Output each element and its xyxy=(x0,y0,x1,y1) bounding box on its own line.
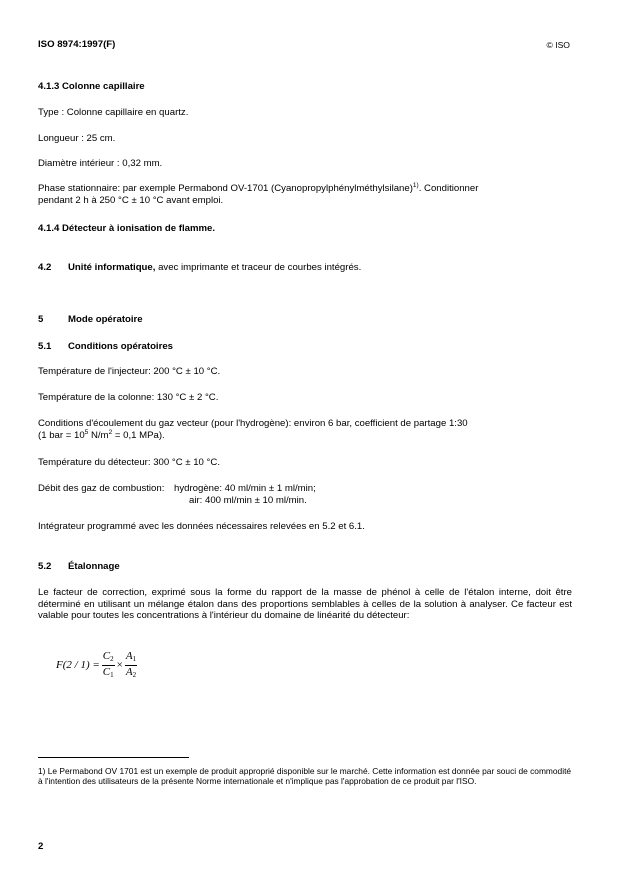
section-4-1-4-title: 4.1.4 Détecteur à ionisation de flamme. xyxy=(38,223,216,234)
footnote-1: 1) Le Permabond OV 1701 est un exemple de produit approprié disponible sur le marché. Cette information est donnée par souci de commodité à l'intention des utilisateurs de la présente Norme internationale et n'implique pas l'approbation de ce produit par l'ISO. xyxy=(38,766,572,786)
column-diameter: Diamètre intérieur : 0,32 mm. xyxy=(38,158,163,169)
air-flow: air: 400 ml/min ± 10 ml/min. xyxy=(189,494,307,506)
injector-temperature: Température de l'injecteur: 200 °C ± 10 °C. xyxy=(38,366,221,377)
page-number: 2 xyxy=(38,841,44,852)
copyright-notice: © ISO xyxy=(546,40,570,50)
fraction-a: $\frac{A_1}{A_2}$ xyxy=(125,650,137,679)
fraction-c: $\frac{C_2}{C_1}$ xyxy=(102,650,114,679)
combustion-gas-values xyxy=(174,483,316,506)
correction-factor-formula xyxy=(56,650,139,681)
section-5-1-title: 5.1 Conditions opératoires xyxy=(38,341,174,352)
hydrogen-flow: hydrogène: 40 ml/min ± 1 ml/min; xyxy=(174,483,316,494)
section-4-1-3-title: 4.1.3 Colonne capillaire xyxy=(38,81,145,92)
section-5-title: 5 Mode opératoire xyxy=(38,314,143,325)
footnote-ref: 1) xyxy=(412,182,419,189)
integrator-note: Intégrateur programmé avec les données nécessaires relevées en 5.2 et 6.1. xyxy=(38,521,365,532)
formula-lhs: F(2 / 1) = xyxy=(56,658,100,671)
times-sign: × xyxy=(116,658,123,671)
combustion-gas-label: Débit des gaz de combustion: xyxy=(38,483,165,494)
footnote-separator xyxy=(38,757,189,758)
column-length: Longueur : 25 cm. xyxy=(38,133,116,144)
column-temperature: Température de la colonne: 130 °C ± 2 °C. xyxy=(38,392,219,403)
document-id: ISO 8974:1997(F) xyxy=(38,39,116,50)
calibration-paragraph: Le facteur de correction, exprimé sous la forme du rapport de la masse de phénol à celle de l'étalon interne, doit être déterminé en utilisant un mélange étalon dans des proportions semblables à celles de la solution à analyser. Ce facteur est valable pour toutes les concentrations à l'intérieur du domaine de linéarité du détecteur: xyxy=(38,587,572,622)
section-5-2-title: 5.2 Étalonnage xyxy=(38,561,120,572)
detector-temperature: Température du détecteur: 300 °C ± 10 °C. xyxy=(38,457,220,468)
section-4-2: 4.2 Unité informatique, avec imprimante et traceur de courbes intégrés. xyxy=(38,262,362,273)
carrier-gas-flow: Conditions d'écoulement du gaz vecteur (pour l'hydrogène): environ 6 bar, coefficient de partage 1:30 (1 bar = $10^5$ $N/m^2 = 0,1$ MPa). xyxy=(38,418,468,441)
column-type: Type : Colonne capillaire en quartz. xyxy=(38,107,189,118)
stationary-phase: Phase stationnaire: par exemple Permabond OV-1701 (Cyanopropylphénylméthylsilane)$^{1)}$. Conditionner pendant 2 h à 250 °C ± 10 °C avant emploi. xyxy=(38,182,479,206)
